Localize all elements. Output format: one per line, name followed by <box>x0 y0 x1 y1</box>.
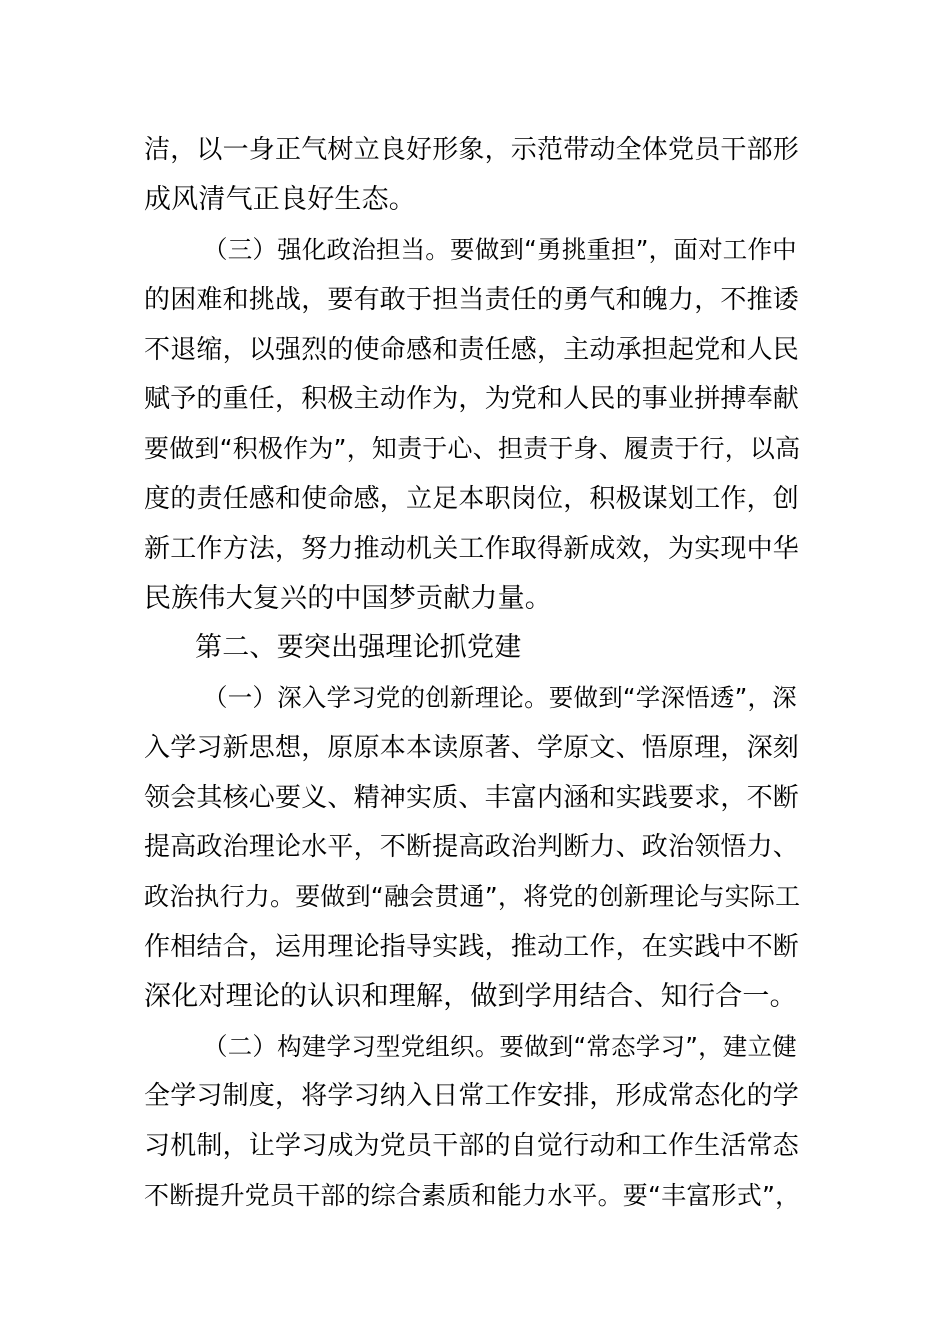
section-heading: （一）深入学习党的创新理论。要做到“学深悟透”，深 <box>203 683 797 712</box>
text-line: 全学习制度，将学习纳入日常工作安排，形成常态化的学 <box>144 1081 800 1111</box>
text-line: 要做到“积极作为”，知责于心、担责于身、履责于行，以高 <box>144 434 801 463</box>
chapter-heading: 第二、要突出强理论抓党建 <box>195 632 522 663</box>
text-line: 政治执行力。要做到“融会贯通”，将党的创新理论与实际工 <box>144 882 801 911</box>
text-line: 洁，以一身正气树立良好形象，示范带动全体党员干部形 <box>144 135 800 165</box>
section-heading: （三）强化政治担当。要做到“勇挑重担”，面对工作中 <box>203 235 797 264</box>
text-line: 新工作方法，努力推动机关工作取得新成效，为实现中华 <box>144 534 800 564</box>
text-line: 不退缩，以强烈的使命感和责任感，主动承担起党和人民 <box>144 335 800 365</box>
text-line: 提高政治理论水平，不断提高政治判断力、政治领悟力、 <box>144 832 800 862</box>
text-line: 不断提升党员干部的综合素质和能力水平。要“丰富形式”， <box>144 1181 801 1210</box>
text-line: 领会其核心要义、精神实质、丰富内涵和实践要求，不断 <box>144 783 800 813</box>
text-line: 度的责任感和使命感，立足本职岗位，积极谋划工作，创 <box>144 484 800 514</box>
text-line: 成风清气正良好生态。 <box>144 184 416 215</box>
text-line: 民族伟大复兴的中国梦贡献力量。 <box>144 583 552 614</box>
text-line: 入学习新思想，原原本本读原著、学原文、悟原理，深刻 <box>144 733 800 763</box>
text-line: 赋予的重任，积极主动作为，为党和人民的事业拼搏奉献 <box>144 384 800 414</box>
text-line: 深化对理论的认识和理解，做到学用结合、知行合一。 <box>144 981 797 1012</box>
text-line: 的困难和挑战，要有敢于担当责任的勇气和魄力，不推诿 <box>144 285 800 315</box>
text-line: 作相结合，运用理论指导实践，推动工作，在实践中不断 <box>144 932 800 962</box>
text-line: 习机制，让学习成为党员干部的自觉行动和工作生活常态 <box>144 1131 800 1161</box>
section-heading: （二）构建学习型党组织。要做到“常态学习”，建立健 <box>203 1032 797 1061</box>
